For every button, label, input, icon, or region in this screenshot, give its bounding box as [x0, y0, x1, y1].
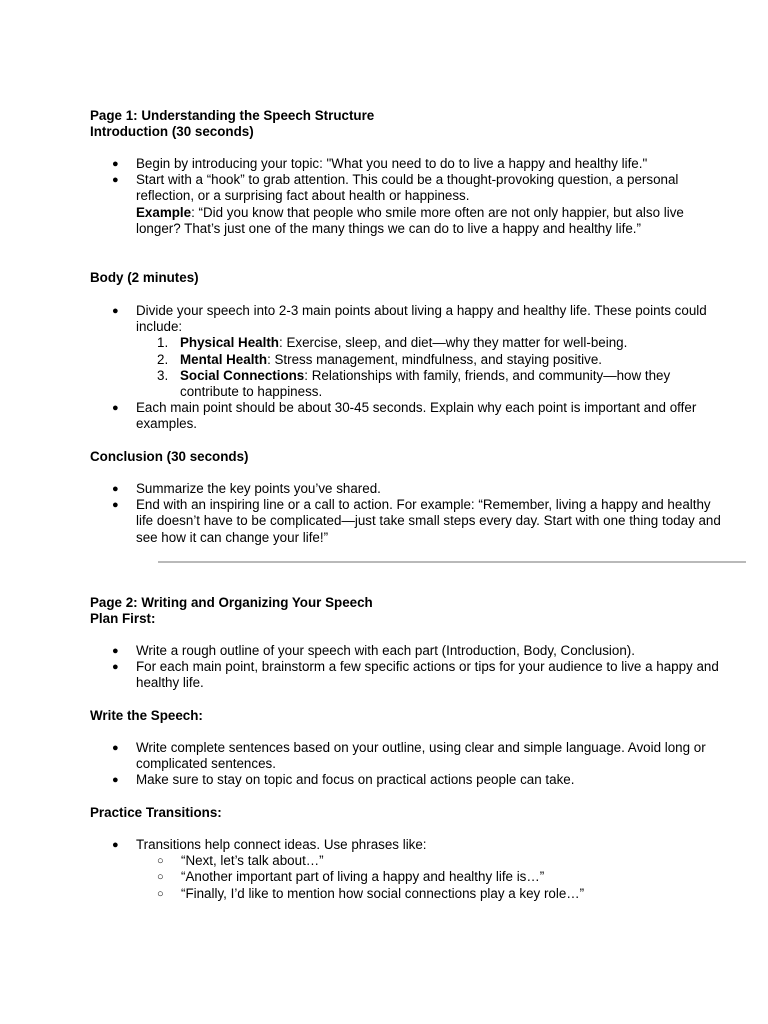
write-list: [90, 740, 730, 789]
sub-list-item: ○ “Another important part of living a happy and healthy life is…”: [157, 869, 545, 885]
page1-title: Page 1: Understanding the Speech Structure: [90, 108, 375, 123]
list-item: ● Start with a “hook” to grab attention. This could be a thought-provoking question, a personal reflection, or a surprising fact about health or happiness. Example: “Did you know that people who smile more often are not only happier, but also live longer? That’s just one of the many things we can do to live a happy and healthy life.”: [112, 172, 684, 236]
list-item: ● Make sure to stay on topic and focus on practical actions people can take.: [112, 772, 575, 788]
bullet-icon: ●: [112, 499, 119, 512]
bullet-icon: ●: [112, 774, 119, 787]
page2-title: Page 2: Writing and Organizing Your Speech: [90, 595, 373, 610]
list-item: ● Begin by introducing your topic: "What you need to do to live a happy and healthy life.": [112, 156, 648, 171]
transitions-heading: Practice Transitions:: [90, 805, 222, 820]
plan-heading: Plan First:: [90, 611, 156, 627]
plan-list: [90, 643, 730, 692]
bullet-icon: ●: [112, 661, 119, 674]
body-heading: Body (2 minutes): [90, 270, 199, 285]
list-item: ● For each main point, brainstorm a few specific actions or tips for your audience to live a happy and healthy life.: [112, 659, 719, 691]
sub-list-item: ○ “Next, let’s talk about…”: [157, 853, 324, 869]
bullet-icon: ●: [112, 742, 119, 754]
bullet-icon: ●: [112, 305, 119, 317]
example-text: : “Did you know that people who smile more often are not only happier, but also live longer? That’s just one of the many things we can do to live a happy and healthy life.”: [136, 204, 684, 236]
list-item: ● Transitions help connect ideas. Use phrases like:: [112, 837, 427, 852]
intro-list: [90, 156, 730, 237]
list-item: ● Divide your speech into 2-3 main points about living a happy and healthy life. These points could include:: [112, 303, 707, 335]
circle-bullet-icon: ○: [157, 887, 164, 900]
list-item: ● Write a rough outline of your speech with each part (Introduction, Body, Conclusion).: [112, 643, 635, 658]
bullet-icon: ●: [112, 645, 119, 657]
bullet-icon: ●: [112, 174, 119, 187]
circle-bullet-icon: ○: [157, 871, 164, 884]
bullet-icon: ●: [112, 158, 119, 170]
numbered-item: 3. Social Connections: Relationships with family, friends, and community—how they contribute to happiness.: [157, 367, 671, 400]
body-list: [90, 303, 730, 433]
bullet-icon: ●: [112, 402, 119, 415]
sub-list-item: ○ “Finally, I’d like to mention how social connections play a key role…”: [157, 885, 585, 901]
horizontal-divider: [158, 561, 746, 563]
list-item: ● Write complete sentences based on your outline, using clear and simple language. Avoid long or complicated sentences.: [112, 740, 706, 772]
list-item: ● End with an inspiring line or a call to action. For example: “Remember, living a happy and healthy life doesn’t have to be complicated—just take small steps every day. Start with one thing today and see how it can change your life!”: [112, 497, 721, 545]
bullet-icon: ●: [112, 483, 119, 495]
page1-header: [90, 108, 730, 140]
example-label: Example: [136, 204, 192, 220]
circle-bullet-icon: ○: [157, 855, 164, 868]
bullet-icon: ●: [112, 839, 119, 851]
page2-header: [90, 595, 730, 627]
conclusion-list: [90, 481, 730, 546]
write-heading: Write the Speech:: [90, 708, 203, 723]
transitions-list: [90, 837, 730, 902]
list-item: ● Summarize the key points you’ve shared.: [112, 481, 381, 496]
intro-heading: Introduction (30 seconds): [90, 124, 254, 140]
conclusion-heading: Conclusion (30 seconds): [90, 449, 249, 464]
numbered-item: 1. Physical Health: Exercise, sleep, and diet—why they matter for well-being.: [157, 335, 628, 351]
list-item: ● Each main point should be about 30-45 seconds. Explain why each point is important and offer examples.: [112, 400, 697, 432]
numbered-item: 2. Mental Health: Stress management, mindfulness, and staying positive.: [157, 351, 602, 367]
